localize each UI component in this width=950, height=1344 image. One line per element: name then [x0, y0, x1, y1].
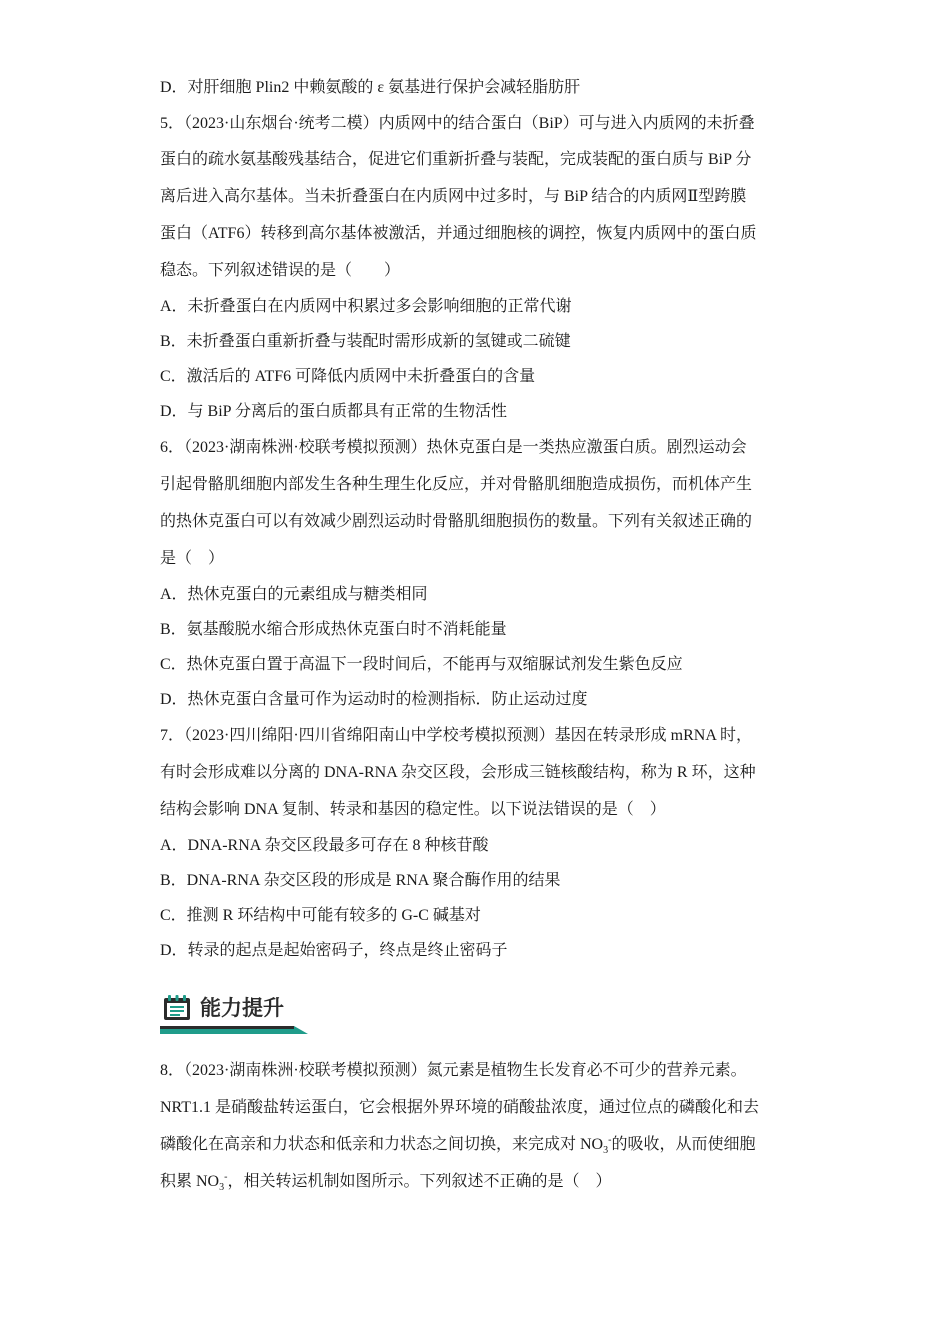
superscript: -: [224, 1171, 228, 1183]
q7-option-d: D．转录的起点是起始密码子，终点是终止密码子: [160, 942, 508, 959]
notebook-icon: [162, 994, 192, 1022]
q7-stem-line-3: 结构会影响 DNA 复制、转录和基因的稳定性。以下说法错误的是（ ）: [160, 801, 666, 818]
q7-option-b: B．DNA-RNA 杂交区段的形成是 RNA 聚合酶作用的结果: [160, 872, 561, 889]
q8-stem-line-2: NRT1.1 是硝酸盐转运蛋白，它会根据外界环境的硝酸盐浓度，通过位点的磷酸化和去: [160, 1099, 760, 1116]
q6-option-c: C．热休克蛋白置于高温下一段时间后，不能再与双缩脲试剂发生紫色反应: [160, 656, 683, 673]
text-run: ，相关转运机制如图所示。下列叙述不正确的是（ ）: [227, 1173, 612, 1190]
text-run: 积累 NO: [160, 1173, 220, 1190]
q5-option-c: C．激活后的 ATF6 可降低内质网中未折叠蛋白的含量: [160, 368, 536, 385]
q6-stem-line-1: 6．（2023·湖南株洲·校联考模拟预测）热休克蛋白是一类热应激蛋白质。剧烈运动会: [160, 439, 747, 456]
q5-stem-line-5: 稳态。下列叙述错误的是（ ）: [160, 262, 401, 279]
section-header: [160, 992, 308, 1038]
q6-option-b: B．氨基酸脱水缩合形成热休克蛋白时不消耗能量: [160, 621, 507, 638]
q5-stem-line-1: 5．（2023·山东烟台·统考二模）内质网中的结合蛋白（BiP）可与进入内质网的未折叠: [160, 115, 755, 132]
q7-option-a: A．DNA-RNA 杂交区段最多可存在 8 种核苷酸: [160, 837, 489, 854]
q6-option-d: D．热休克蛋白含量可作为运动时的检测指标．防止运动过度: [160, 691, 588, 708]
q5-stem-line-4: 蛋白（ATF6）转移到高尔基体被激活，并通过细胞核的调控，恢复内质网中的蛋白质: [160, 225, 757, 242]
q6-stem-line-4: 是（ ）: [160, 550, 225, 567]
q5-option-d: D．与 BiP 分离后的蛋白质都具有正常的生物活性: [160, 403, 507, 420]
q5-option-a: A．未折叠蛋白在内质网中积累过多会影响细胞的正常代谢: [160, 298, 572, 315]
q5-stem-line-3: 离后进入高尔基体。当未折叠蛋白在内质网中过多时，与 BiP 结合的内质网Ⅱ型跨膜: [160, 188, 747, 205]
q8-stem-line-3: [160, 1135, 755, 1155]
q5-option-b: B．未折叠蛋白重新折叠与装配时需形成新的氢键或二硫键: [160, 333, 571, 350]
q7-option-c: C．推测 R 环结构中可能有较多的 G-C 碱基对: [160, 907, 481, 924]
q7-stem-line-2: 有时会形成难以分离的 DNA-RNA 杂交区段，会形成三链核酸结构，称为 R 环，这种: [160, 764, 756, 781]
q7-stem-line-1: 7．（2023·四川绵阳·四川省绵阳南山中学校考模拟预测）基因在转录形成 mRNA 时，: [160, 727, 753, 744]
subscript: 3: [603, 1145, 609, 1157]
section-underline: [160, 1026, 308, 1034]
q6-stem-line-3: 的热休克蛋白可以有效减少剧烈运动时骨骼肌细胞损伤的数量。下列有关叙述正确的: [160, 513, 753, 530]
q6-option-a: A．热休克蛋白的元素组成与糖类相同: [160, 586, 428, 603]
q8-stem-line-1: 8．（2023·湖南株洲·校联考模拟预测）氮元素是植物生长发育必不可少的营养元素。: [160, 1062, 747, 1079]
q4-option-d: D．对肝细胞 Plin2 中赖氨酸的 ε 氨基进行保护会减轻脂肪肝: [160, 79, 581, 96]
text-run: 磷酸化在高亲和力状态和低亲和力状态之间切换，来完成对 NO: [160, 1136, 604, 1153]
q5-stem-line-2: 蛋白的疏水氨基酸残基结合，促进它们重新折叠与装配，完成装配的蛋白质与 BiP 分: [160, 151, 752, 168]
text-run: 的吸收，从而使细胞: [611, 1136, 756, 1153]
subscript: 3: [219, 1182, 225, 1194]
q6-stem-line-2: 引起骨骼肌细胞内部发生各种生理生化反应，并对骨骼肌细胞造成损伤，而机体产生: [160, 476, 753, 493]
superscript: -: [608, 1134, 612, 1146]
section-title: 能力提升: [200, 996, 284, 1020]
q8-stem-line-4: [160, 1172, 611, 1192]
